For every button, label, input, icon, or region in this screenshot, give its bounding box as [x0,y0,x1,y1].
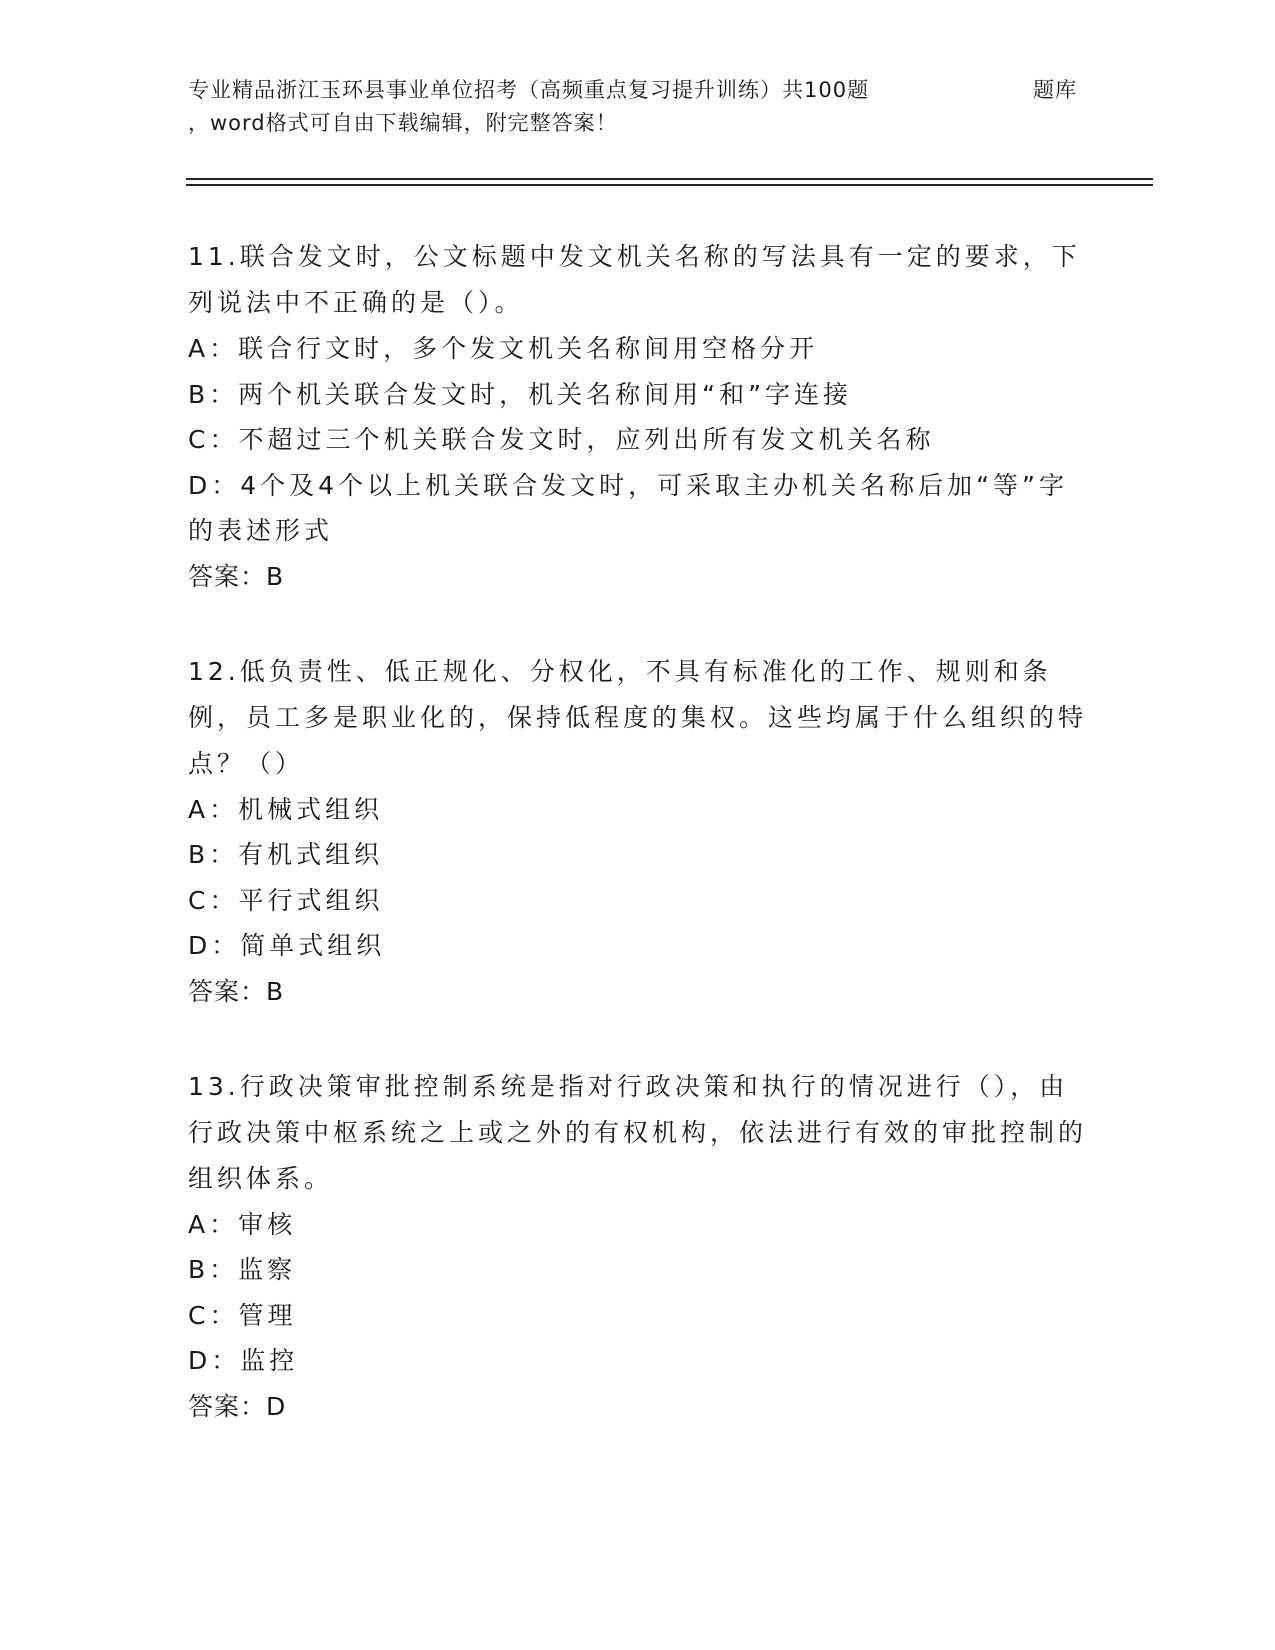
option-a: A：审核 [188,1209,297,1239]
option-b: B：有机式组织 [188,840,384,869]
option-a: A：联合行文时，多个发文机关名称间用空格分开 [188,334,819,363]
header-subtitle: ，word格式可自由下载编辑，附完整答案！ [188,111,618,135]
option-c: C：平行式组织 [188,885,384,915]
option-d: D：简单式组织 [188,931,386,960]
option-b: B：监察 [188,1255,297,1284]
option-b: B：两个机关联合发文时，机关名称间用“和”字连接 [188,379,853,409]
header-tag: 题库 [1033,78,1077,102]
option-a: A：机械式组织 [188,794,384,824]
option-d: D：监控 [188,1346,299,1375]
question-stem: 11.联合发文时，公文标题中发文机关名称的写法具有一定的要求，下列说法中不正确的是（）。 [188,242,1081,317]
answer: 答案：D [188,1391,287,1421]
page-header [188,74,1088,140]
option-c: C：管理 [188,1300,297,1330]
question-11 [188,234,1088,599]
header-divider-top [186,178,1153,180]
option-d: D：4个及4个以上机关联合发文时，可采取主办机关名称后加“等”字的表述形式 [188,470,1068,545]
header-title: 专业精品浙江玉环县事业单位招考（高频重点复习提升训练）共100题 [188,78,870,102]
question-13 [188,1064,1088,1429]
answer: 答案：B [188,561,285,591]
option-c: C：不超过三个机关联合发文时，应列出所有发文机关名称 [188,425,935,454]
question-stem: 13.行政决策审批控制系统是指对行政决策和执行的情况进行（），由行政决策中枢系统之上或之外的有权机构，依法进行有效的审批控制的组织体系。 [188,1071,1088,1193]
answer: 答案：B [188,976,285,1006]
question-stem: 12.低负责性、低正规化、分权化，不具有标准化的工作、规则和条例，员工多是职业化的，保持低程度的集权。这些均属于什么组织的特点？（） [188,656,1088,778]
header-divider-bottom [186,184,1153,186]
question-12 [188,649,1088,1014]
question-list [188,234,1088,1479]
